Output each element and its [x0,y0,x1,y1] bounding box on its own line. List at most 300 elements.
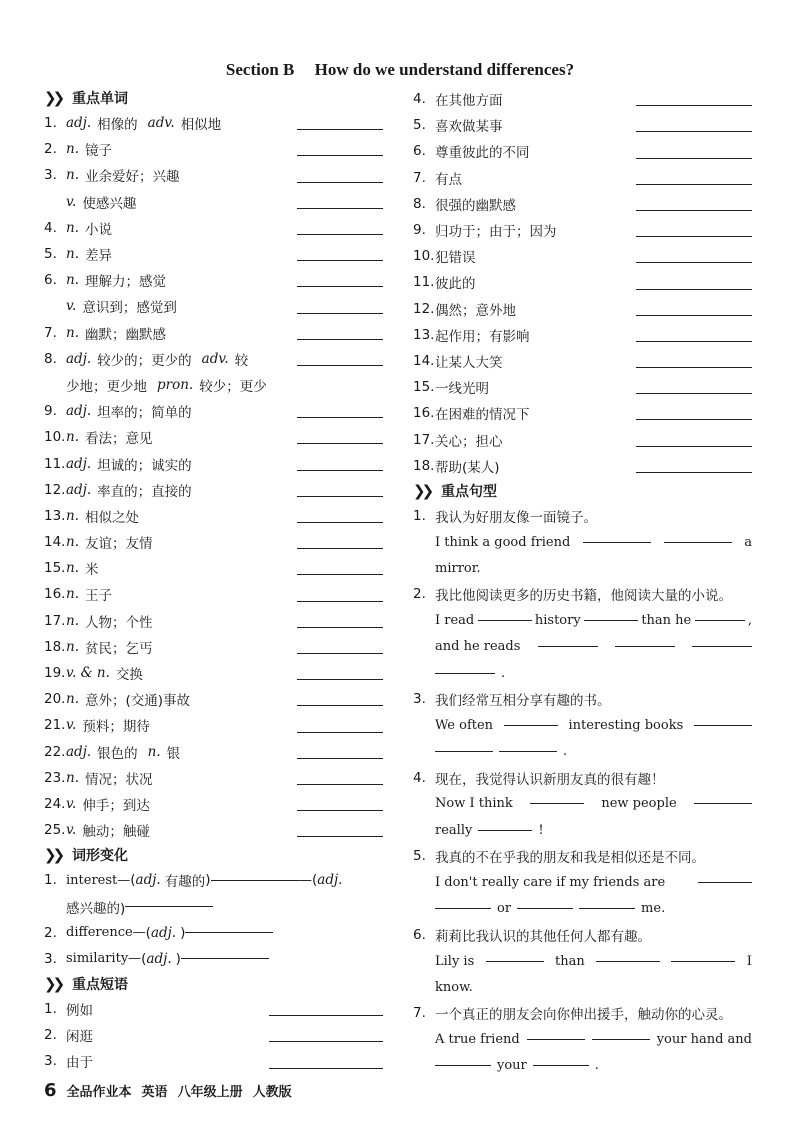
english-text: , [747,613,752,629]
phrase-item [413,348,758,374]
sentence-text [435,744,567,759]
meaning: 交换 [115,667,143,684]
sentence-text [435,639,752,654]
vocab-item [44,817,389,843]
item-number: 23. [44,769,66,786]
answer-blank[interactable] [181,958,269,959]
answer-blank[interactable] [517,908,573,909]
item-number: 9. [413,222,426,239]
part-of-speech: pron. [157,376,194,393]
phrase-text: 一线光明 [435,381,489,398]
answer-blank[interactable] [583,542,651,543]
vocab-heading: ❯❯ 重点单词 [44,89,128,107]
vocab-item [44,765,389,791]
part-of-speech: n. [66,769,79,786]
right-column [413,86,758,1079]
item-number: 8. [44,350,57,367]
part-of-speech: adv. [201,350,229,367]
forms-heading: ❯❯ 词形变化 [44,846,128,865]
item-number: 2. [44,924,57,941]
phrase-item [413,426,758,452]
meaning: 较 [234,352,249,369]
phrase-text: 彼此的 [435,276,476,293]
answer-blank[interactable] [435,1065,491,1066]
paren: ) [180,924,186,941]
phrase-item [413,296,758,322]
meaning: 感兴趣的) [66,900,126,917]
sentence-text [435,796,752,811]
english-text: really [435,822,473,838]
sentence-text [435,666,505,681]
meaning: 意外；(交通)事故 [85,693,191,710]
item-number: 1. [44,115,57,132]
edition: 人教版 [252,1085,292,1100]
phrase-item [413,138,758,164]
part-of-speech: adj. [66,455,92,472]
item-number: 24. [44,795,66,812]
answer-blank[interactable] [297,653,383,654]
english-text: I read [435,613,475,629]
answer-blank[interactable] [636,289,752,290]
answer-blank[interactable] [636,262,752,263]
item-number: 10. [413,248,435,265]
meaning: 触动；触碰 [82,824,150,841]
meaning: 率直的；直接的 [97,483,192,500]
vocab-item [44,424,389,450]
double-chevron-icon: ❯❯ [413,481,431,500]
item-number: 4. [413,91,426,108]
phrase-item [413,191,758,217]
answer-blank[interactable] [435,751,493,752]
word-form-item [44,867,389,893]
part-of-speech: adj. [66,403,92,420]
item-number: 3. [413,691,426,708]
item-number: 12. [413,300,435,317]
vocab-item [44,372,389,398]
item-number: 17. [413,431,435,448]
answer-blank[interactable] [297,836,383,837]
part-of-speech: adj. [66,115,92,132]
meaning: 使感兴趣 [82,195,137,212]
vocab-list [44,110,389,843]
sentence-text [435,613,752,628]
answer-blank[interactable] [636,315,752,316]
answer-blank[interactable] [125,906,213,907]
word-form-item [44,920,389,946]
phrase-text: 关心；担心 [435,433,503,450]
part-of-speech: adj. [66,743,92,760]
vocab-item [44,529,389,555]
item-number: 15. [413,379,435,396]
item-number: 2. [413,586,426,603]
phrase-item [413,374,758,400]
answer-blank[interactable] [592,1039,650,1040]
item-number: 2. [44,141,57,158]
answer-blank[interactable] [297,208,383,209]
answer-blank[interactable] [530,803,584,804]
meaning: 相似之处 [85,509,139,526]
vocab-item [44,267,389,293]
grade: 八年级上册 [177,1085,243,1100]
answer-blank[interactable] [664,542,732,543]
item-number: 25. [44,822,66,839]
sentence-line [413,608,758,634]
answer-blank[interactable] [297,679,383,680]
chinese-prompt: 我比他阅读更多的历史书籍，他阅读大量的小说。 [435,588,732,605]
sentence-prompt [413,1000,758,1026]
answer-blank[interactable] [297,286,383,287]
answer-blank[interactable] [297,732,383,733]
answer-blank[interactable] [297,182,383,183]
sentence-line [413,712,758,738]
item-number: 10. [44,429,66,446]
item-number: 3. [44,1053,57,1070]
english-text: interesting books [568,717,684,733]
phrase-text: 由于 [66,1055,93,1072]
vocab-item [44,712,389,738]
part-of-speech: n. [66,612,79,629]
phrase-text: 很强的幽默感 [435,197,516,214]
item-number: 5. [413,117,426,134]
part-of-speech: v. [66,822,77,839]
paren: ( [141,950,147,967]
item-number: 3. [44,950,57,967]
chinese-prompt: 现在，我觉得认识新朋友真的很有趣！ [435,771,665,788]
answer-blank[interactable] [297,417,383,418]
meaning: 友谊；友情 [85,536,153,553]
sentence-line [413,869,758,895]
part-of-speech: n. [147,743,161,760]
item-number: 7. [413,169,426,186]
answer-blank[interactable] [698,882,752,883]
answer-blank[interactable] [584,620,638,621]
answer-blank[interactable] [596,961,660,962]
part-of-speech: adj. [317,872,343,889]
answer-blank[interactable] [694,725,752,726]
part-of-speech: n. [66,141,79,158]
answer-blank[interactable] [538,646,598,647]
phrase-text: 归功于；由于；因为 [435,224,557,241]
item-number: 18. [413,457,435,474]
answer-blank[interactable] [636,184,752,185]
sentence-text [435,1032,752,1047]
sentence-item [413,1000,758,1079]
vocab-item [44,320,389,346]
part-of-speech: n. [66,219,79,236]
vocab-item [44,477,389,503]
answer-blank[interactable] [636,131,752,132]
answer-blank[interactable] [695,620,745,621]
vocab-item [44,634,389,660]
answer-blank[interactable] [297,522,383,523]
answer-blank[interactable] [297,758,383,759]
subject: 英语 [141,1085,168,1100]
answer-blank[interactable] [297,260,383,261]
phrase-text: 让某人大笑 [435,354,503,371]
part-of-speech: adv. [147,115,175,132]
vocab-item [44,503,389,529]
answer-blank[interactable] [671,961,735,962]
item-number: 5. [413,848,426,865]
item-number: 6. [413,143,426,160]
part-of-speech: v. & n. [66,665,110,682]
english-text: I think a good friend [435,534,571,550]
english-text: a [744,534,752,550]
answer-blank[interactable] [297,705,383,706]
page-title [0,60,800,80]
meaning: 意识到；感觉到 [82,300,177,317]
answer-blank[interactable] [636,367,752,368]
book-name: 全品作业本 [66,1085,132,1100]
meaning: 银 [166,745,181,762]
vocab-item [44,608,389,634]
item-number: 3. [44,167,57,184]
part-of-speech: adj. [135,872,161,889]
answer-blank[interactable] [615,646,675,647]
item-number: 20. [44,691,66,708]
section-label: Section B [225,60,295,79]
part-of-speech: n. [66,272,79,289]
sentence-item [413,843,758,922]
answer-blank[interactable] [694,803,752,804]
base-word: interest— [66,872,131,888]
vocab-item [44,241,389,267]
answer-blank[interactable] [297,496,383,497]
meaning: 相像的 [97,117,138,134]
answer-blank[interactable] [269,1068,383,1069]
answer-blank[interactable] [297,784,383,785]
answer-blank[interactable] [269,1041,383,1042]
double-chevron-icon: ❯❯ [44,846,62,865]
phrases-list-right [413,86,758,479]
sentence-line [413,660,758,686]
english-text: than [554,953,585,969]
sentence-line [413,817,758,843]
part-of-speech: n. [66,324,79,341]
answer-blank[interactable] [636,105,752,106]
english-text: history [534,613,581,629]
english-text: ! [538,822,544,838]
vocab-item [44,189,389,215]
meaning: 相似地 [180,117,222,134]
item-number: 1. [44,1001,57,1018]
english-text: than he [641,613,692,629]
answer-blank[interactable] [297,443,383,444]
phrase-text: 喜欢做某事 [435,119,503,136]
sentence-prompt [413,581,758,607]
english-text: me. [641,901,666,917]
item-number: 22. [44,743,66,760]
vocab-item [44,450,389,476]
part-of-speech: v. [66,795,77,812]
sentence-text [435,875,752,890]
item-number: 15. [44,560,66,577]
phrase-item [44,996,389,1022]
word-form-item-cont [44,893,389,919]
chinese-prompt: 我们经常互相分享有趣的书。 [435,693,611,710]
phrase-text: 偶然；意外地 [435,302,516,319]
paren: ) [205,872,211,889]
answer-blank[interactable] [499,751,557,752]
item-number: 7. [413,1005,426,1022]
answer-blank[interactable] [297,365,383,366]
item-number: 13. [44,507,66,524]
part-of-speech: n. [66,534,79,551]
answer-blank[interactable] [636,210,752,211]
answer-blank[interactable] [297,129,383,130]
item-number: 17. [44,612,66,629]
answer-blank[interactable] [185,932,273,933]
answer-blank[interactable] [297,548,383,549]
answer-blank[interactable] [636,419,752,420]
vocab-item [44,110,389,136]
vocab-item [44,136,389,162]
answer-blank[interactable] [636,236,752,237]
answer-blank[interactable] [636,393,752,394]
english-text: Now I think [435,796,513,812]
part-of-speech: n. [66,507,79,524]
answer-blank[interactable] [533,1065,589,1066]
vocab-item [44,293,389,319]
answer-blank[interactable] [692,646,752,647]
answer-blank[interactable] [297,339,383,340]
english-text: Lily is [435,953,475,969]
answer-blank[interactable] [579,908,635,909]
answer-blank[interactable] [269,1015,383,1016]
phrase-text: 闲逛 [66,1029,93,1046]
answer-blank[interactable] [297,627,383,628]
vocab-item [44,686,389,712]
sentence-text [435,561,481,576]
sentence-prompt [413,765,758,791]
chinese-prompt: 我认为好朋友像一面镜子。 [435,509,597,526]
phrase-text: 犯错误 [435,250,476,267]
meaning: 幽默；幽默感 [85,326,166,343]
answer-blank[interactable] [636,158,752,159]
answer-blank[interactable] [297,313,383,314]
paren: ( [130,872,136,889]
item-number: 21. [44,717,66,734]
english-text: new people [601,796,677,812]
phrase-text: 帮助(某人) [435,459,500,476]
answer-blank[interactable] [435,673,495,674]
sentence-item [413,503,758,582]
phrase-text: 起作用；有影响 [435,328,530,345]
part-of-speech: n. [66,586,79,603]
item-number: 6. [44,272,57,289]
answer-blank[interactable] [297,470,383,471]
chinese-prompt: 莉莉比我认识的其他任何人都有趣。 [435,928,651,945]
answer-blank[interactable] [636,472,752,473]
answer-blank[interactable] [297,810,383,811]
meaning: 小说 [85,221,112,238]
answer-blank[interactable] [297,155,383,156]
phrases-heading: ❯❯ 重点短语 [44,975,128,993]
sentence-text [435,1058,599,1073]
answer-blank[interactable] [636,341,752,342]
phrase-item [413,86,758,112]
sentence-prompt [413,843,758,869]
sentence-text [435,901,665,916]
sentence-line [413,791,758,817]
vocab-item [44,346,389,372]
item-number: 1. [44,872,57,889]
sentence-prompt [413,503,758,529]
meaning: 业余爱好；兴趣 [85,169,180,186]
left-column [44,86,389,1075]
vocab-item [44,739,389,765]
item-number: 2. [44,1027,57,1044]
english-text: know. [435,979,473,995]
sentence-text [435,535,752,550]
sentence-item [413,686,758,765]
answer-blank[interactable] [504,725,558,726]
answer-blank[interactable] [478,830,532,831]
phrase-item [413,322,758,348]
item-number: 14. [413,352,435,369]
sentence-line [413,974,758,1000]
meaning: 差异 [85,248,112,265]
sentence-text [435,823,544,838]
part-of-speech: adj. [66,481,92,498]
sentence-item [413,765,758,844]
item-number: 6. [413,926,426,943]
english-text: . [594,1058,599,1074]
phrase-item [413,217,758,243]
answer-blank[interactable] [297,574,383,575]
item-number: 4. [44,219,57,236]
vocab-item [44,791,389,817]
part-of-speech: n. [66,167,79,184]
item-number: 16. [44,586,66,603]
item-number: 14. [44,534,66,551]
meaning: 贫民；乞丐 [85,640,153,657]
part-of-speech: n. [66,246,79,263]
item-number: 1. [413,507,426,524]
dash: —( [298,872,318,889]
english-text: We often [435,717,494,733]
answer-blank[interactable] [636,446,752,447]
part-of-speech: n. [66,429,79,446]
answer-blank[interactable] [435,908,491,909]
meaning: 较少；更少 [199,378,267,395]
sentence-line [413,1053,758,1079]
answer-blank[interactable] [486,961,544,962]
vocab-item [44,398,389,424]
sentence-prompt [413,686,758,712]
sentence-line [413,529,758,555]
base-word: difference— [66,925,146,941]
phrase-item [44,1022,389,1048]
answer-blank[interactable] [297,601,383,602]
sentence-text [435,980,473,995]
answer-blank[interactable] [527,1039,585,1040]
answer-blank[interactable] [297,234,383,235]
sentence-item [413,922,758,1001]
english-text: I [746,953,752,969]
meaning: 人物；个性 [85,614,153,631]
page-number: 6 [44,1080,57,1101]
answer-blank[interactable] [211,880,299,881]
chinese-prompt: 一个真正的朋友会向你伸出援手，触动你的心灵。 [435,1007,732,1024]
sentence-text [435,954,752,969]
sentence-line [413,555,758,581]
vocab-item [44,581,389,607]
page-footer [44,1080,302,1101]
sentence-prompt [413,922,758,948]
part-of-speech: n. [66,638,79,655]
answer-blank[interactable] [478,620,532,621]
